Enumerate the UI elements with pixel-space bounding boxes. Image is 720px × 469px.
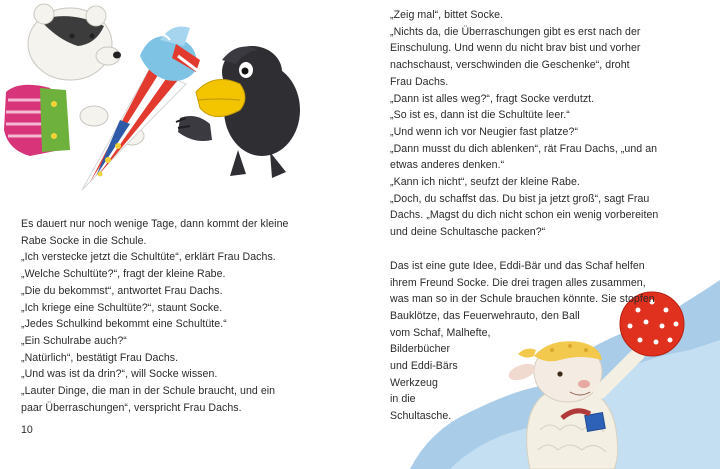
- paragraph-spacer: [390, 241, 658, 258]
- text-line: „Natürlich“, bestätigt Frau Dachs.: [21, 351, 179, 364]
- text-line: in die: [390, 393, 416, 406]
- right-page: [360, 0, 720, 469]
- text-line: „So ist es, dann ist die Schultüte leer.“: [390, 109, 570, 122]
- text-line: Einschulung. Und wenn du nicht brav bist und vorher: [390, 42, 641, 55]
- text-line: was man so in der Schule brauchen könnte. Sie stopfen: [390, 293, 655, 306]
- text-line: „Jedes Schulkind bekommt eine Schultüte.“: [21, 318, 227, 331]
- text-line: „Welche Schultüte?“, fragt der kleine Rabe.: [21, 268, 226, 281]
- text-line: „Und wenn ich vor Neugier fast platze?“: [390, 125, 579, 138]
- right-page-paragraph-1: [390, 7, 658, 241]
- text-line: Frau Dachs.: [390, 75, 449, 88]
- text-line: „Doch, du schaffst das. Du bist ja jetzt groß“, sagt Frau: [390, 192, 650, 205]
- left-page-paragraph: [21, 216, 288, 416]
- badger-raven-schultuete-illustration: [0, 0, 310, 200]
- text-line: „Zeig mal“, bittet Socke.: [390, 9, 504, 21]
- text-line: Werkzeug: [390, 376, 438, 389]
- text-line: Bilderbücher: [390, 343, 451, 356]
- text-line: paar Überraschungen“, verspricht Frau Dachs.: [21, 401, 242, 414]
- text-line: „Ich kriege eine Schultüte?“, staunt Socke.: [21, 301, 223, 314]
- text-line: Das ist eine gute Idee, Eddi-Bär und das Schaf helfen: [390, 259, 645, 272]
- right-page-paragraph-2: [390, 258, 658, 425]
- text-line: etwas anderes denken.“: [390, 159, 505, 172]
- text-line: Dachs. „Magst du dich nicht schon ein wenig vorbereiten: [390, 209, 659, 222]
- text-line: Schultasche.: [390, 410, 452, 423]
- text-line: „Die du bekommst“, antwortet Frau Dachs.: [21, 284, 223, 297]
- text-line: und Eddi-Bärs: [390, 360, 458, 373]
- text-line: vom Schaf, Malhefte,: [390, 326, 491, 339]
- text-line: ihrem Freund Socke. Die drei tragen alles zusammen,: [390, 276, 646, 289]
- text-line: „Und was ist da drin?“, will Socke wissen.: [21, 368, 218, 381]
- text-line: „Nichts da, die Überraschungen gibt es erst nach der: [390, 25, 641, 38]
- right-page-text: [390, 7, 658, 425]
- text-line: und deine Schultasche packen?“: [390, 226, 546, 239]
- text-line: „Lauter Dinge, die man in der Schule braucht, und ein: [21, 385, 276, 398]
- page-number: 10: [21, 424, 33, 436]
- text-line: „Dann musst du dich ablenken“, rät Frau Dachs, „und an: [390, 142, 658, 155]
- text-line: „Ich verstecke jetzt die Schultüte“, erklärt Frau Dachs.: [21, 251, 276, 264]
- text-line: nachschaust, verschwinden die Geschenke“, droht: [390, 59, 630, 72]
- text-line: Bauklötze, das Feuerwehrauto, den Ball: [390, 309, 580, 322]
- text-line: „Dann ist alles weg?“, fragt Socke verdutzt.: [390, 92, 595, 105]
- text-line: Rabe Socke in die Schule.: [21, 234, 147, 247]
- text-line: „Kann ich nicht“, seufzt der kleine Rabe.: [390, 176, 580, 189]
- text-line: „Ein Schulrabe auch?“: [21, 334, 127, 347]
- text-line: Es dauert nur noch wenige Tage, dann kommt der kleine: [21, 218, 289, 230]
